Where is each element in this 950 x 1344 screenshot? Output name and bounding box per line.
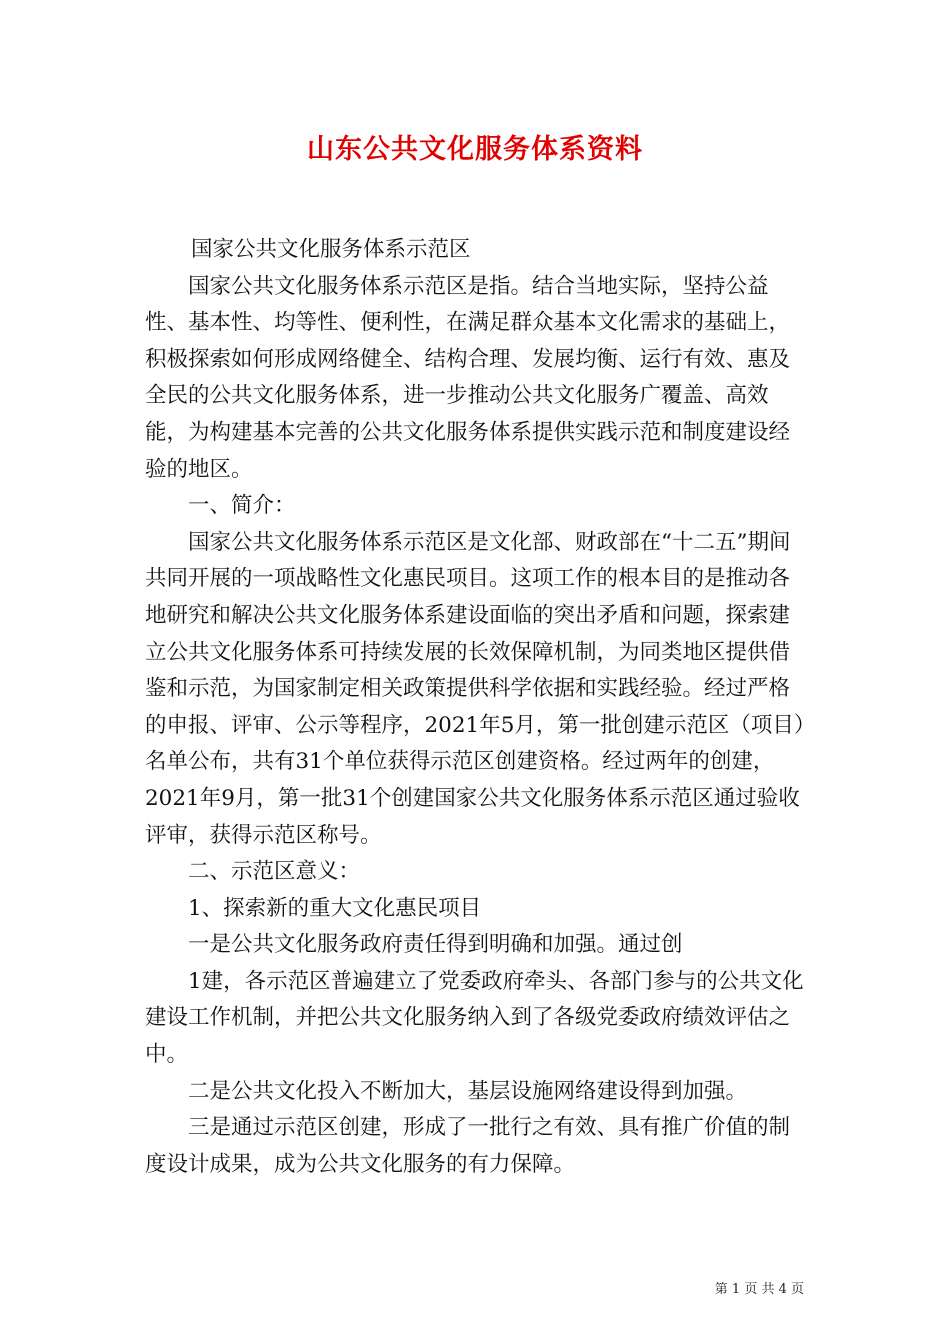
paragraph-point-two: 二是公共文化投入不断加大，基层设施网络建设得到加强。: [188, 1078, 748, 1104]
paragraph-point-one: 一是公共文化服务政府责任得到明确和加强。通过创: [188, 932, 683, 958]
section-heading-demo-zone: 国家公共文化服务体系示范区: [191, 237, 471, 262]
document-body: [145, 232, 805, 1183]
paragraph-point-three: 三是通过示范区创建，形成了一批行之有效、具有推广价值的制度设计成果，成为公共文化服务的有力保障。: [145, 1115, 791, 1177]
paragraph-point-one-continued: 1建，各示范区普遍建立了党委政府牵头、各部门参与的公共文化建设工作机制，并把公共文化服务纳入到了各级党委政府绩效评估之中。: [145, 968, 804, 1068]
page-indicator: 第 1 页 共 4 页: [714, 1282, 804, 1297]
section-heading-intro: 一、简介：: [188, 493, 296, 519]
subheading-explore-projects: 1、探索新的重大文化惠民项目: [188, 895, 482, 921]
paragraph-definition: 国家公共文化服务体系示范区是指。结合当地实际，坚持公益性、基本性、均等性、便利性，在满足群众基本文化需求的基础上，积极探索如何形成网络健全、结构合理、发展均衡、运行有效、惠及全民的公共文化服务体系，进一步推动公共文化服务广覆盖、高效能，为构建基本完善的公共文化服务体系提供实践示范和制度建设经验的地区。: [145, 273, 791, 482]
document-title: 山东公共文化服务体系资料: [307, 134, 643, 165]
section-heading-significance: 二、示范区意义：: [188, 859, 361, 885]
paragraph-intro: 国家公共文化服务体系示范区是文化部、财政部在“十二五”期间共同开展的一项战略性文化惠民项目。这项工作的根本目的是推动各地研究和解决公共文化服务体系建设面临的突出矛盾和问题，探索建立公共文化服务体系可持续发展的长效保障机制，为同类地区提供借鉴和示范，为国家制定相关政策提供科学依据和实践经验。经过严格的申报、评审、公示等程序，2021年5月，第一批创建示范区（项目）名单公布，共有31个单位获得示范区创建资格。经过两年的创建，2021年9月，第一批31个创建国家公共文化服务体系示范区通过验收评审，获得示范区称号。: [145, 529, 805, 848]
